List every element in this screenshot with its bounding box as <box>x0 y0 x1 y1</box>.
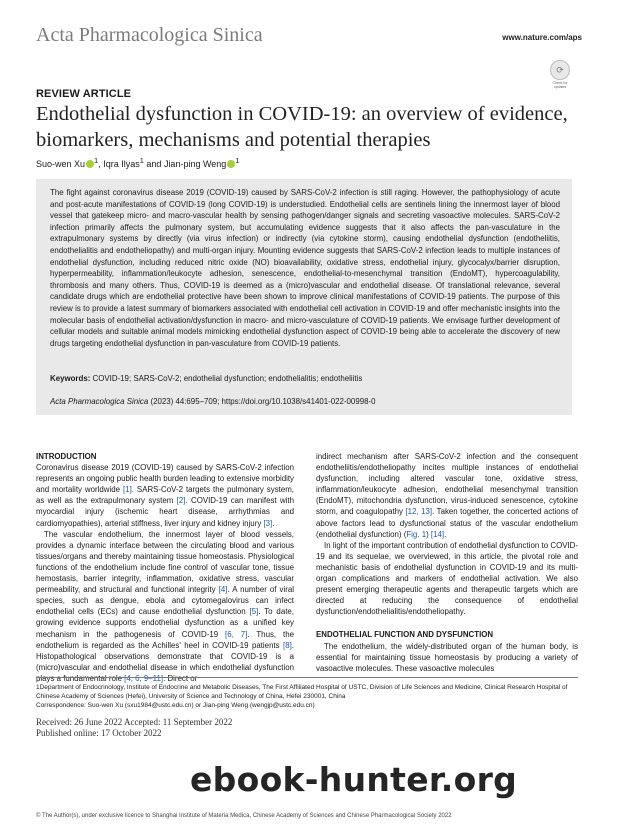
right-column <box>316 451 578 674</box>
reference-link[interactable]: [3] <box>263 518 273 528</box>
paragraph: The endothelium, the widely-distributed organ of the human body, is essential for maintaining tissue homeostasis by producing a variety of vasoactive molecules. These vasoactive molecules <box>316 641 578 673</box>
author-2[interactable]: Iqra Ilyas <box>103 159 140 169</box>
author-sep: and <box>143 159 164 169</box>
reference-link[interactable]: [1] <box>122 485 132 495</box>
citation-journal: Acta Pharmacologica Sinica <box>50 397 149 406</box>
journal-url[interactable]: www.nature.com/aps <box>502 33 582 42</box>
footnote-divider <box>36 677 578 678</box>
author-2-affil: 1 <box>139 156 144 165</box>
copyright: © The Author(s), under exclusive licence to Shanghai Institute of Materia Medica, Chinese Academy of Sciences and Chinese Pharmacological Society 2022 <box>36 813 452 819</box>
keywords-label: Keywords: <box>50 374 91 383</box>
paragraph: indirect mechanism after SARS-CoV-2 infection and the consequent endotheliitis/endotheliopathy incites multiple instances of endothelial dysfunction, including altered vascular tone, oxidative stress, inflammation/leukocyte adhesion, endothelial mesenchymal transition (EndoMT), mitochondria dysfunction, virus-induced senescence, cytokine storm, and coagulopathy [12, 13]. Taken together, the concerted actions of above factors lead to dysfunctional status of the vascular endothelium (endothelial dysfunction) (Fig. 1) [14]. <box>316 452 578 539</box>
footnotes <box>36 684 581 710</box>
article-type: REVIEW ARTICLE <box>36 88 132 100</box>
watermark: ebook-hunter.org <box>190 760 518 799</box>
author-1-affil: 1 <box>94 156 99 165</box>
reference-link[interactable]: [4, 6, 9–11] <box>124 673 164 683</box>
check-for-updates-label: Check for updates <box>552 81 568 89</box>
citation-doi[interactable]: (2023) 44:695–709; https://doi.org/10.1038/s41401-022-00998-0 <box>148 397 376 406</box>
article-title: Endothelial dysfunction in COVID-19: an overview of evidence, biomarkers, mechanisms and potential therapies <box>36 103 568 151</box>
abstract-text: The fight against coronavirus disease 2019 (COVID-19) caused by SARS-CoV-2 infection is still raging. However, the pathophysiology of acute and post-acute manifestations of COVID-19 (long COVID-19) is understudied. Endothelial cells are sentinels lining the innermost layer of blood vessel that gatekeep micro- and macro-vascular health by sensing pathogen/danger signals and secreting vasoactive molecules. SARS-CoV-2 infection primarily affects the pulmonary system, but accumulating evidence suggests that it also affects the pan-vasculature in the extrapulmonary systems by directly (via virus infection) or indirectly (via cytokine storm), causing endothelial dysfunction (endotheliitis, endothelialitis and endotheliopathy) and multi-organ injury. Mounting evidence suggests that SARS-CoV-2 infection leads to multiple instances of endothelial dysfunction, including reduced nitric oxide (NO) bioavailability, oxidative stress, endothelial injury, glycocalyx/barrier disruption, hyperpermeability, inflammation/leukocyte adhesion, senescence, endothelial-to-mesenchymal transition (EndoMT), hypercoagulability, thrombosis and many others. Thus, COVID-19 is deemed as a (micro)vascular and endothelial disease. Of translational relevance, several candidate drugs which are endothelial protective have been shown to improve clinical manifestations of COVID-19 patients. The purpose of this review is to provide a latest summary of biomarkers associated with endothelial cell activation in COVID-19 and offer mechanistic insights into the molecular basis of endothelial activation/dysfunction in macro- and micro-vasculature of COVID-19 patients. We envisage further development of cellular models and suitable animal models mimicking endothelial dysfunction aspect of COVID-19 being able to accelerate the discovery of new drugs targeting endothelial dysfunction in pan-vasculature from COVID-19 patients. <box>50 188 560 348</box>
received-accepted: Received: 26 June 2022 Accepted: 11 September 2022 <box>36 717 233 727</box>
author-sep: , <box>98 159 104 169</box>
section-heading-introduction: INTRODUCTION <box>36 452 97 461</box>
check-for-updates-badge[interactable] <box>548 60 572 88</box>
reference-link[interactable]: [6, 7] <box>225 629 248 639</box>
refresh-icon: ⟳ <box>550 60 570 80</box>
paragraph: Coronavirus disease 2019 (COVID-19) caused by SARS-CoV-2 infection represents an ongoing public health burden leading to extensive morbidity and mortality worldwide [1]. SARS-CoV-2 targets the pulmonary system, as well as the extrapulmonary system [2]. COVID-19 can manifest with myocardial injury (ischemic heart disease, arrhythmias and cardiomyopathies), arterial stiffness, liver injury and kidney injury [3]. <box>36 463 294 528</box>
paragraph: The vascular endothelium, the innermost layer of blood vessels, provides a dynamic interface between the circulating blood and various tissues/organs and thereby maintaining tissue homeostasis. Physiological functions of the endothelium include fine control of vascular tone, tissue hemostasis, barrier integrity, inflammation, oxidative stress, vascular permeability, and structural and functional integrity [4]. A number of viral species, such as dengue, ebola and cytomegalovirus can infect endothelial cells (ECs) and cause endothelial dysfunction [5]. To date, growing evidence supports endothelial dysfunction as a unified key mechanism in the pathogenesis of COVID-19 [6, 7]. Thus, the endothelium is regarded as the Achilles' heel in COVID-19 patients [8]. Histopathological observations demonstrate that COVID-19 is a (micro)vascular and endothelial disease in which endothelial dysfunction plays a fundamental role [4, 6, 9–11]. Direct or <box>36 529 295 683</box>
dates <box>36 717 232 739</box>
keywords-text: COVID-19; SARS-CoV-2; endothelial dysfunction; endothelialitis; endotheliitis <box>92 374 363 383</box>
author-list <box>36 156 239 169</box>
keywords <box>50 374 362 383</box>
reference-link[interactable]: [12, 13] <box>405 507 433 517</box>
journal-name: Acta Pharmacologica Sinica <box>36 24 263 46</box>
correspondence: Correspondence: Suo-wen Xu (sxu1984@ustc.edu.cn) or Jian-ping Weng (wengjp@ustc.edu.cn) <box>36 701 315 709</box>
reference-link[interactable]: [5] <box>249 607 259 617</box>
author-3-affil: 1 <box>235 156 240 165</box>
reference-link[interactable]: [2] <box>176 496 186 506</box>
citation <box>50 397 376 406</box>
figure-link[interactable]: Fig. 1 <box>406 529 427 539</box>
affiliation: 1Department of Endocrinology, Institute of Endocrine and Metabolic Diseases, The First Affiliated Hospital of USTC, Division of Life Sciences and Medicine, Clinical Research Hospital of Chinese Academy of Sciences (Hefei), University of Science and Technology of China, Hefei 230001, China <box>36 684 568 700</box>
author-3[interactable]: Jian-ping Weng <box>163 159 227 169</box>
reference-link[interactable]: [14] <box>430 529 445 539</box>
published-online: Published online: 17 October 2022 <box>36 728 162 738</box>
paragraph: In light of the important contribution of endothelial dysfunction to COVID-19 and its sequelae, we overviewed, in this article, the pivotal role and mechanistic basis of endothelial dysfunction in COVID-19 and its multi-organ complications and markers of endothelial activation. We also present emerging therapeutic agents and therapeutic targets which are directed at reducing the consequence of endothelial dysfunction/endothelialitis/endotheliopathy. <box>316 540 578 617</box>
reference-link[interactable]: [8] <box>283 640 292 650</box>
reference-link[interactable]: [4] <box>218 585 228 595</box>
orcid-icon[interactable] <box>86 160 94 168</box>
author-1[interactable]: Suo-wen Xu <box>36 159 86 169</box>
section-heading-endothelial: ENDOTHELIAL FUNCTION AND DYSFUNCTION <box>316 630 494 640</box>
left-column <box>36 451 294 684</box>
